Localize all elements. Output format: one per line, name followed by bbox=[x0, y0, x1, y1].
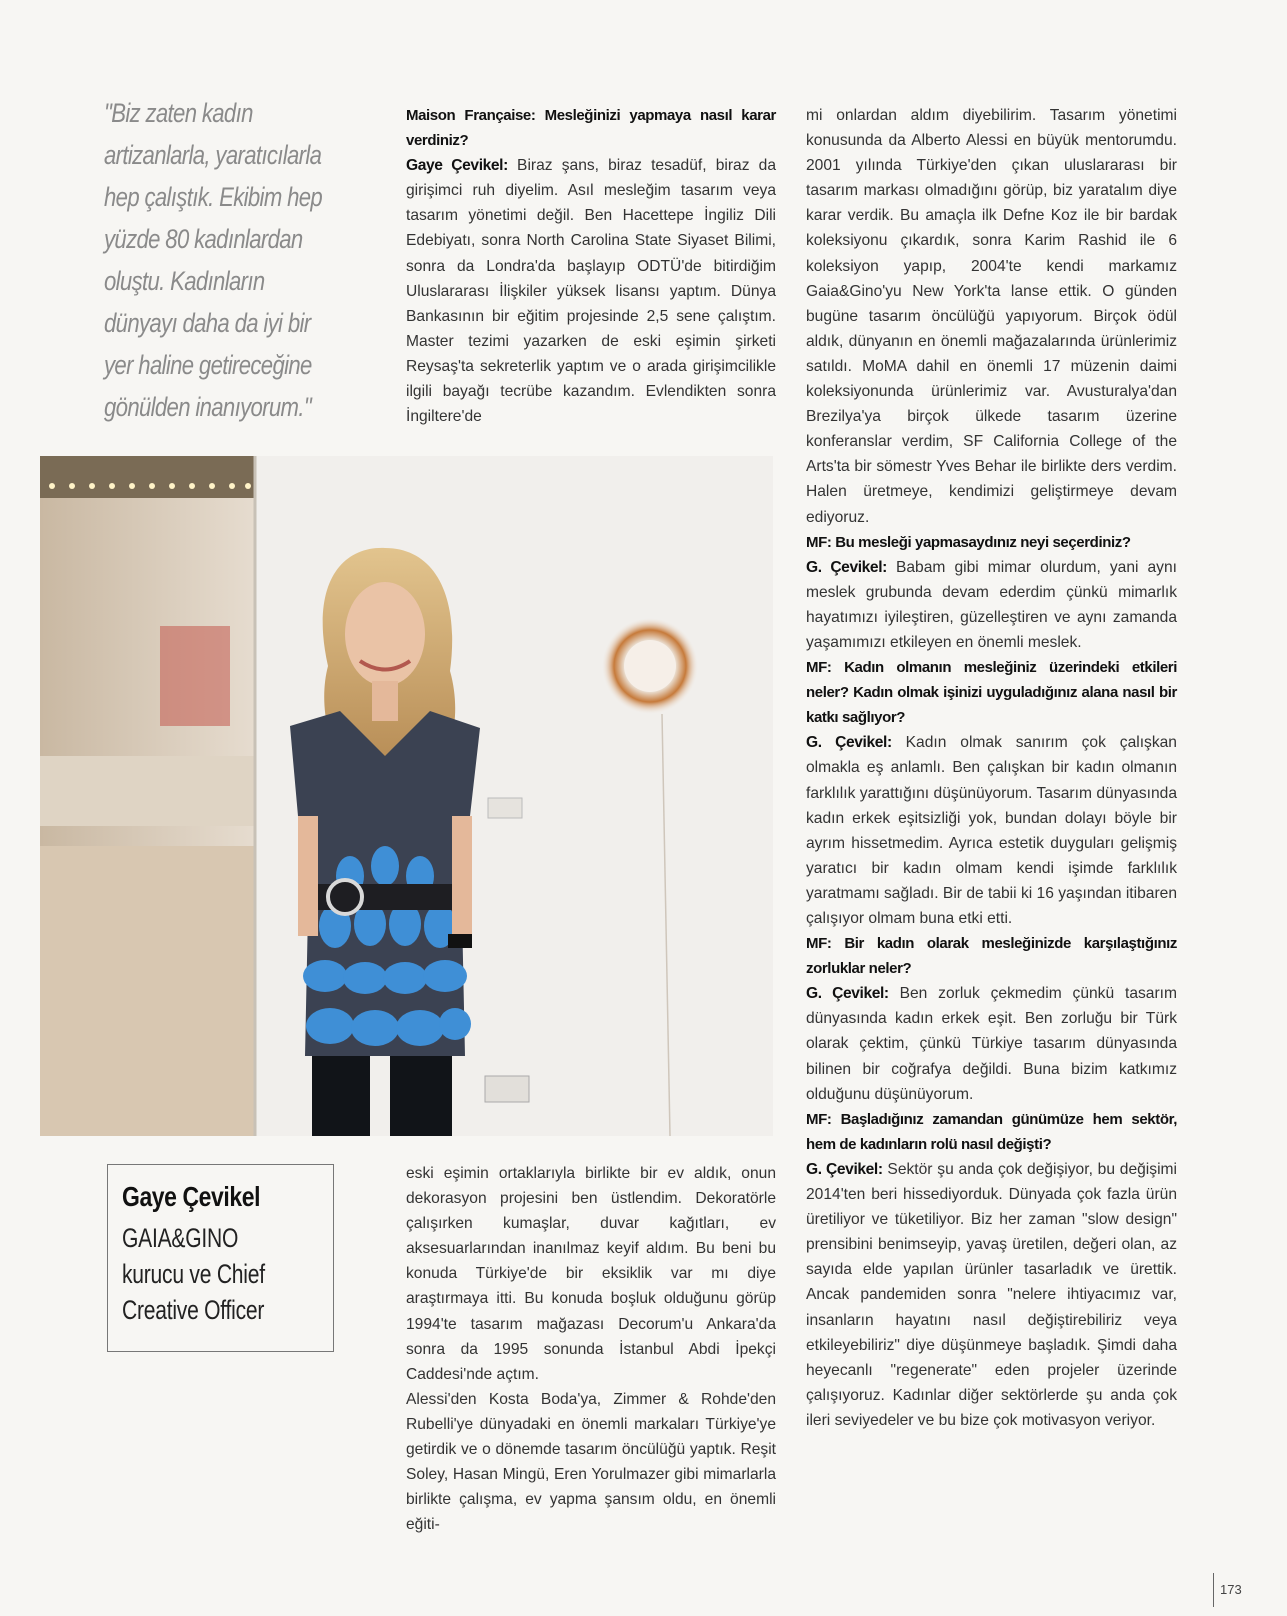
answer-3 bbox=[806, 730, 1177, 931]
answer-1 bbox=[406, 153, 776, 429]
pull-quote bbox=[104, 92, 342, 428]
role-line-2: Creative Officer bbox=[122, 1295, 265, 1325]
person-name: Gaye Çevikel bbox=[122, 1181, 261, 1212]
paragraph: mi onlardan aldım diyebilirim. Tasarım yönetimi konusunda da Alberto Alessi en büyük mentorumdu. 2001 yılında Türkiye'den çıkan uluslararası bir tasarım markası olmadığını görüp, biz yaratalım diye karar verdik. Bu amaçla ilk Defne Koz ile bir bardak koleksiyonu çıkardık, sonra Karim Rashid ile 6 koleksiyon yapıp, 2004'te kendi markamız Gaia&Gino'yu New York'ta lanse ettik. O günden bugüne tasarım öncülüğü yapıyorum. Birçok ödül aldık, dünyanın en önemli mağazalarında ürünlerimiz satıldı. MoMA dahil en önemli 17 müzenin daimi koleksiyonunda ürünlerimiz var. Avusturalya'dan Brezilya'ya birçok ülkede tasarım üzerine konferanslar verdim, SF California College of the Arts'ta bir sömestr Yves Behar ile birlikte ders verdim. Halen üretmeye, kendimizi geliştirmeye devam ediyoruz. bbox=[806, 107, 1177, 526]
answer-text: Sektör şu anda çok değişiyor, bu değişimi 2014'ten beri hissediyorduk. Dünyada çok fazla ürün üretiliyor ve tüketiliyor. Biz her zaman "slow design" prensibini benimseyip, yavaş üretilen, değeri olan, az sayıda elde yapılan ürünler tasarladık ve ürettik. Ancak pandemiden sonra "nelere ihtiyacımız var, insanların hayatını nasıl değiştirebiliriz veya etkileyebiliriz" diye düşünmeye başladık. Şimdi daha heyecanlı "regenerate" eden projeler üzerinde çalışıyoruz. Kadınlar diğer sektörlerde şu anda çok ileri seviyedeler ve bu bize çok motivasyon veriyor. bbox=[806, 1160, 1177, 1429]
role-line-1: kurucu ve Chief bbox=[122, 1259, 265, 1289]
answer-5 bbox=[806, 1157, 1177, 1433]
speaker-label: G. Çevikel: bbox=[806, 558, 887, 576]
brand-name: GAIA&GINO bbox=[122, 1223, 239, 1253]
quote-line: oluştu. Kadınların bbox=[104, 266, 265, 296]
answer-text: Ben zorluk çekmedim çünkü tasarım dünyasında kadın erkek eşit. Ben zorluğu bir Türk olarak çektim, çünkü Türkiye tasarım dünyasında bilinen bir coğrafya değildi. Buna bizim katkımız olduğunu düşünüyorum. bbox=[806, 985, 1177, 1103]
page-number: 173 bbox=[1213, 1573, 1242, 1607]
name-box bbox=[107, 1164, 334, 1352]
question-4: MF: Bir kadın olarak mesleğinizde karşılaştığınız zorluklar neler? bbox=[806, 935, 1177, 978]
speaker-label: G. Çevikel: bbox=[806, 985, 889, 1003]
speaker-label: G. Çevikel: bbox=[806, 734, 892, 752]
quote-line: gönülden inanıyorum." bbox=[104, 392, 312, 422]
answer-2 bbox=[806, 555, 1177, 655]
paragraph: Alessi'den Kosta Boda'ya, Zimmer & Rohde'den Rubelli'ye dünyadaki en önemli markaları Türkiye'ye getirdik ve o dönemde tasarım öncülüğü yaptık. Reşit Soley, Hasan Mingü, Eren Yorulmazer gibi mimarlarla birlikte çalışma, ev yapma şansım oldu, en önemli eğiti- bbox=[406, 1390, 776, 1534]
answer-4 bbox=[806, 981, 1177, 1106]
quote-line: yer haline getireceğine bbox=[104, 350, 312, 380]
quote-line: hep çalıştık. Ekibim hep bbox=[104, 182, 323, 212]
quote-line: artizanlarla, yaratıcılarla bbox=[104, 140, 322, 170]
quote-line: dünyayı daha da iyi bir bbox=[104, 308, 311, 338]
answer-text: Babam gibi mimar olurdum, yani aynı meslek grubunda devam ederdim çünkü mimarlık hayatımızı iyileştiren, güzelleştiren ve aynı zamanda yaşamımızı etkileyen en önemli meslek. bbox=[806, 558, 1177, 651]
article-column-middle-top bbox=[406, 103, 776, 429]
quote-line: "Biz zaten kadın bbox=[104, 98, 253, 128]
question-3: MF: Kadın olmanın mesleğiniz üzerindeki etkileri neler? Kadın olmak işinizi uyguladığınız alana nasıl bir katkı sağlıyor? bbox=[806, 659, 1177, 727]
answer-text: Biraz şans, biraz tesadüf, biraz da girişimci ruh diyelim. Asıl mesleğim tasarım veya tasarım yönetimi değil. Ben Hacettepe İngiliz Dili Edebiyatı, sonra North Carolina State Siyaset Bilimi, sonra da Londra'da başlayıp ODTÜ'de bitirdiğim Uluslararası İlişkiler yüksek lisansı yaptım. Dünya Bankasının bir eğitim projesinde 2,5 sene çalıştım. Master tezimi yazarken de eski eşimin şirketi Reysaş'ta sekreterlik yaptım ve o arada girişimcilikle ilgili bayağı tecrübe kazandım. Evlendikten sonra İngiltere'de bbox=[406, 157, 776, 426]
article-column-middle-bottom bbox=[406, 1161, 776, 1537]
speaker-label: Gaye Çevikel: bbox=[406, 157, 508, 175]
paragraph: eski eşimin ortaklarıyla birlikte bir ev aldık, onun dekorasyon projesini ben üstlendim. Dekoratörle çalışırken kumaşlar, duvar kağıtları, ev aksesuarlarından inanılmaz keyif aldım. Bu beni bu konuda Türkiye'de bir eksiklik var mı diye araştırmaya itti. Bu konuda boşluk olduğunu görüp 1994'te tasarım mağazası Decorum'u Ankara'da sonra da 1995 sonunda İstanbul Abdi İpekçi Caddesi'nde açtım. bbox=[406, 1165, 776, 1383]
answer-text: Kadın olmak sanırım çok çalışkan olmakla eş anlamlı. Ben çalışkan bir kadın olmanın farklılık yarattığını düşünüyorum. Tasarım dünyasında kadın erkek eşitsizliği yok, bundan dolayı böyle bir ayrım hissetmedim. Ayrıca estetik duyguları gelişmiş yaratıcı bir kadın olmam kendi işimde farklılık yaratmamı sağladı. Bir de tabii ki 16 yaşından itibaren çalışıyor olmam buna etki etti. bbox=[806, 734, 1177, 927]
question-2: MF: Bu mesleği yapmasaydınız neyi seçerdiniz? bbox=[806, 533, 1131, 551]
question-1: Maison Française: Mesleğinizi yapmaya nasıl karar verdiniz? bbox=[406, 107, 776, 150]
portrait-illustration bbox=[40, 456, 773, 1136]
quote-line: yüzde 80 kadınlardan bbox=[104, 224, 303, 254]
question-5: MF: Başladığınız zamandan günümüze hem sektör, hem de kadınların rolü nasıl değişti? bbox=[806, 1110, 1177, 1153]
speaker-label: G. Çevikel: bbox=[806, 1160, 883, 1178]
article-column-right bbox=[806, 103, 1177, 1433]
portrait-photo bbox=[40, 456, 773, 1136]
